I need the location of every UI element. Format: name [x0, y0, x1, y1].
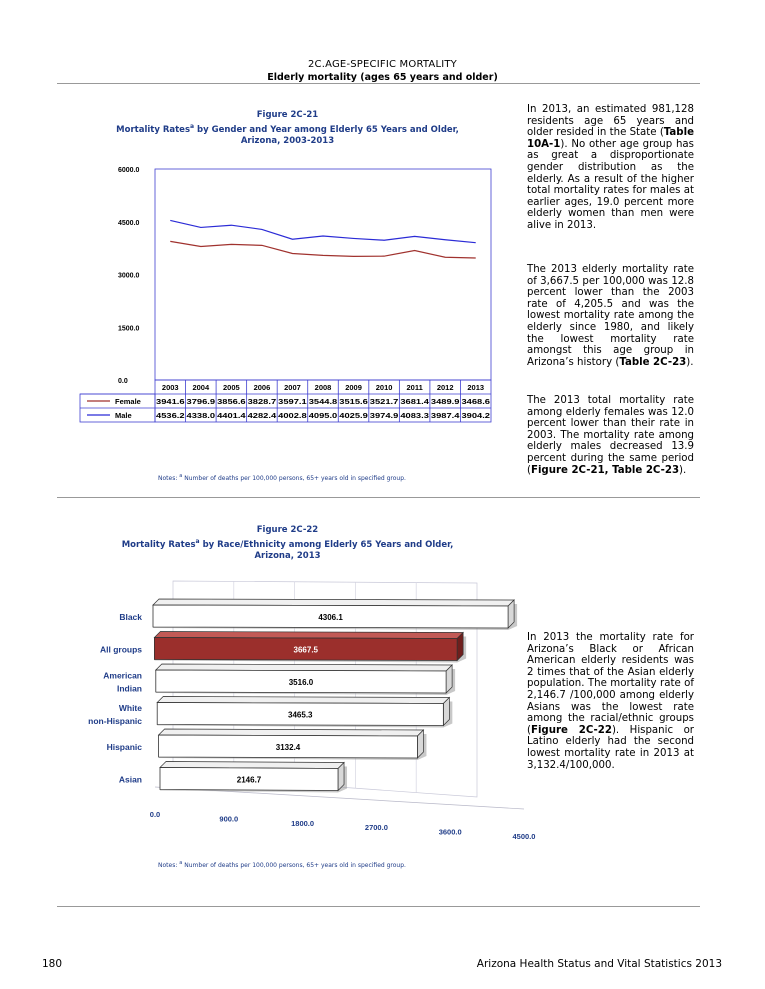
section-title: 2C.AGE-SPECIFIC MORTALITY [308, 59, 457, 70]
bar-value-label: 4306.1 [318, 613, 343, 622]
x-tick-label: 0.0 [149, 810, 161, 819]
data-table-cell: 4025.9 [339, 413, 368, 420]
data-table-cell: 3468.6 [461, 399, 491, 406]
x-tick-label: 2003 [161, 383, 179, 392]
bar-value-label: 3465.3 [288, 710, 313, 720]
data-table-cell: 3987.4 [430, 413, 460, 420]
x-tick-label: 2012 [436, 383, 454, 392]
figure-1-label: Figure 2C-21 [256, 110, 319, 120]
x-tick-label: 2005 [223, 383, 240, 392]
x-tick-label: 1800.0 [291, 818, 315, 828]
body-text: ). [679, 464, 687, 476]
data-table-cell: 4002.8 [278, 413, 307, 420]
category-label: American [103, 670, 142, 681]
x-tick-label: 2006 [253, 383, 271, 392]
data-table-cell: 4282.4 [247, 413, 277, 420]
figure-1-title: Mortality Rates$^a$ by Gender and Year among Elderly 65 Years and Older, [116, 123, 459, 135]
reference-text: Table 10A-1 [527, 127, 694, 150]
figure-2-title-line2: Arizona, 2013 [254, 550, 321, 561]
category-label: Hispanic [106, 742, 142, 752]
x-tick-label: 4500.0 [512, 832, 536, 841]
x-tick-label: 2008 [314, 383, 332, 392]
y-tick-label: 4500.0 [118, 219, 140, 227]
body-text: ). [686, 356, 694, 368]
x-tick-label: 2007 [284, 383, 301, 392]
category-label: Asian [118, 774, 142, 785]
legend-label-male: Male [115, 411, 132, 420]
y-tick-label: 3000.0 [118, 272, 140, 280]
data-table-cell: 3597.1 [278, 399, 307, 406]
figure-2-notes: Notes: $^a$ Number of deaths per 100,000 persons, 65+ years old in specified group. [158, 860, 406, 869]
category-label: Black [119, 612, 142, 622]
x-tick-label: 2011 [406, 383, 423, 392]
body-text: ). No other age group has as great a disproportionate gender distribution as the elderly. As a result of the higher total mortality rates for males at earlier ages, 19.0 percent more elderly women than men were alive in 2013. [527, 138, 694, 231]
publication-name: Arizona Health Status and Vital Statistics 2013 [476, 958, 722, 970]
data-table-cell: 3681.4 [400, 399, 430, 406]
data-table-cell: 4338.0 [186, 413, 216, 420]
figure-1-caption [60, 110, 515, 147]
series-line-male [170, 220, 475, 242]
bar-value-label: 3516.0 [288, 678, 314, 687]
data-table-cell: 3796.9 [186, 399, 216, 406]
figure-2-title: Mortality Rates$^a$ by Race/Ethnicity among Elderly 65 Years and Older, [121, 538, 454, 550]
legend-label-female: Female [115, 397, 141, 406]
bar-chart-by-race [60, 575, 536, 850]
y-tick-label: 1500.0 [118, 325, 140, 333]
data-table-cell: 3489.9 [430, 399, 460, 406]
bottom-divider [57, 906, 700, 907]
data-table-cell: 3856.6 [217, 399, 246, 406]
figure-divider [57, 497, 700, 498]
category-label: All groups [99, 644, 142, 655]
data-table-cell: 4095.0 [308, 413, 338, 420]
category-label: White [118, 703, 142, 713]
data-table-cell: 3515.6 [339, 399, 368, 406]
series-line-female [170, 241, 475, 258]
line-chart-by-gender [60, 150, 520, 440]
body-text: The 2013 total mortality rate among elderly females was 12.0 percent lower than their rate in 2003. The mortality rate among elderly males decreased 13.9 percent during the same period ( [527, 395, 694, 476]
y-tick-label: 0.0 [118, 378, 128, 385]
body-text: In 2013 the mortality rate for Arizona’s Black or African American elderly residents was 2 times that of the Asian elderly population. The mortality rate of 2,146.7 /100,000 among elderly Asians was the lowest rate among the racial/ethnic groups ( [527, 632, 694, 736]
bar-value-label: 3667.5 [293, 645, 319, 655]
header-divider [57, 83, 700, 84]
bar-value-label: 2146.7 [236, 775, 262, 785]
reference-text: Table 2C-23 [619, 356, 687, 368]
figure-1-notes: Notes: $^a$ Number of deaths per 100,000 persons, 65+ years old in specified group. [158, 473, 406, 482]
data-table-cell: 4083.3 [400, 413, 430, 420]
data-table-cell: 3521.7 [369, 399, 399, 406]
data-table-cell: 4401.4 [217, 413, 246, 420]
x-tick-label: 2009 [345, 383, 362, 392]
body-text: In 2013, an estimated 981,128 residents age 65 years and older resided in the State ( [527, 104, 694, 139]
reference-text: Figure 2C-22 [530, 724, 612, 736]
x-tick-label: 900.0 [219, 814, 239, 824]
data-table-cell: 4536.2 [156, 413, 185, 420]
reference-text: Figure 2C-21, Table 2C-23 [530, 464, 680, 476]
plot-area [155, 169, 491, 380]
y-tick-label: 6000.0 [118, 167, 140, 174]
data-table-cell: 3828.7 [247, 399, 277, 406]
data-table-cell: 3941.6 [156, 399, 185, 406]
paragraph-4 [527, 632, 694, 771]
figure-2-label: Figure 2C-22 [256, 525, 319, 535]
x-tick-label: 2004 [192, 383, 210, 392]
x-tick-label: 2010 [375, 383, 393, 392]
body-text: The 2013 elderly mortality rate of 3,667.5 per 100,000 was 12.8 percent lower than the 2003 rate of 4,205.5 and was the lowest mortality rate among the elderly since 1980, and likely the lowest mortality rate amongst this age group in Arizona’s history ( [527, 264, 694, 368]
page-number: 180 [42, 958, 63, 970]
x-tick-label: 2700.0 [364, 823, 388, 833]
data-table-cell: 3544.8 [308, 399, 338, 406]
category-label: Indian [116, 683, 142, 694]
bar-value-label: 3132.4 [275, 743, 301, 752]
paragraph-3 [527, 395, 694, 476]
paragraph-2 [527, 264, 694, 368]
figure-2-caption [60, 525, 515, 562]
section-subtitle: Elderly mortality (ages 65 years and older) [267, 72, 498, 83]
data-table-cell: 3904.2 [461, 413, 491, 420]
category-label: non-Hispanic [88, 716, 142, 726]
paragraph-1 [527, 104, 694, 232]
body-text: ). Hispanic or Latino elderly had the second lowest mortality rate in 2013 at 3,132.4/100,000. [527, 724, 694, 771]
figure-1-title-line2: Arizona, 2003-2013 [240, 135, 335, 146]
x-tick-label: 2013 [467, 383, 485, 392]
data-table-cell: 3974.9 [369, 413, 399, 420]
x-tick-label: 3600.0 [438, 827, 462, 837]
